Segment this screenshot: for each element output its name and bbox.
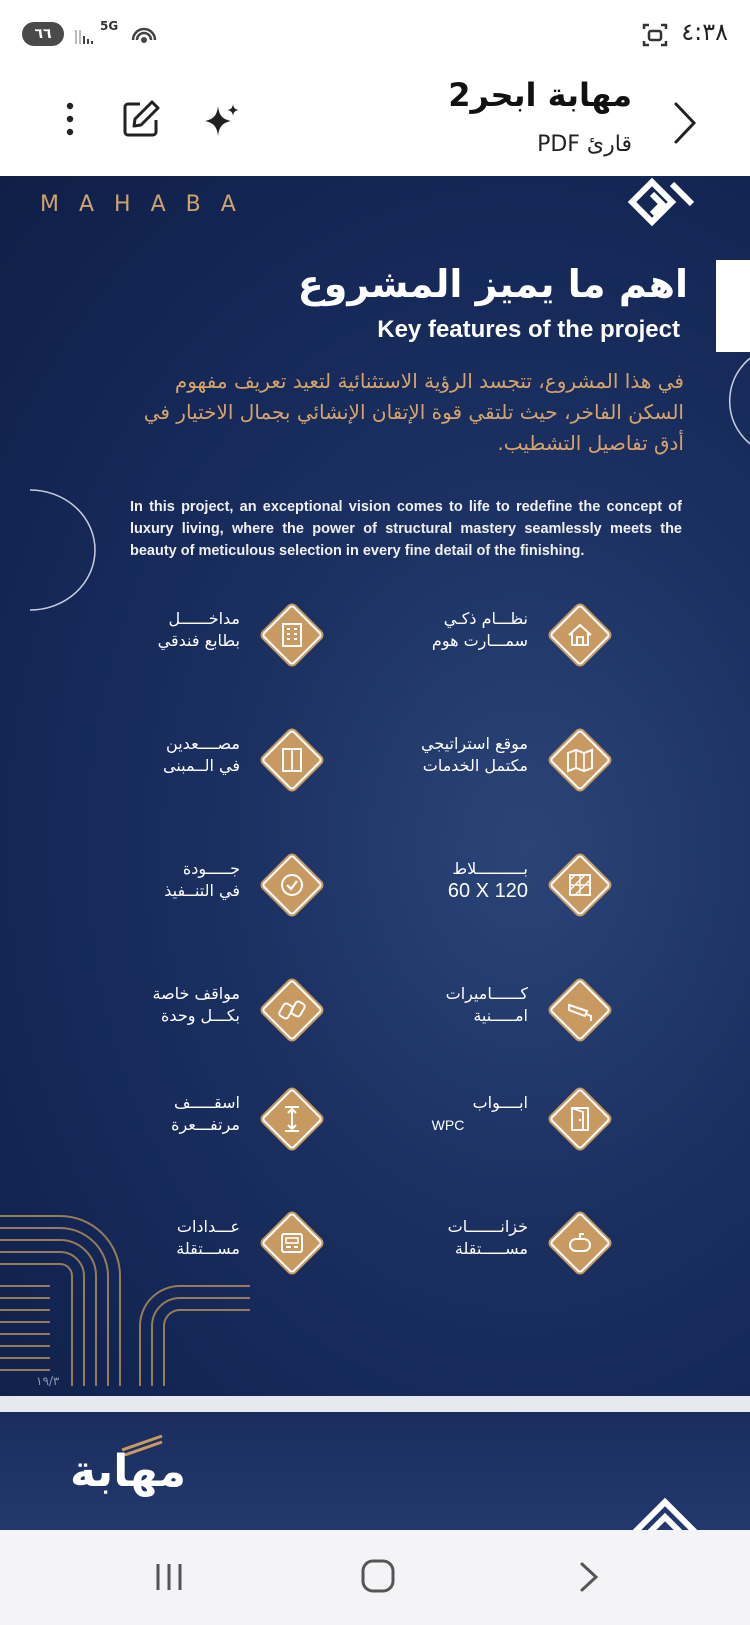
hotel-building-icon: [262, 605, 322, 665]
feature-item: [72, 850, 322, 920]
system-nav-bar: [0, 1530, 750, 1625]
feature-item: [72, 725, 322, 795]
elevator-icon: [262, 730, 322, 790]
feature-line2: 60 X 120: [447, 880, 528, 902]
features-heading-arabic: اهم ما يميز المشروع: [297, 262, 688, 306]
feature-item: [72, 1084, 322, 1154]
feature-line2: امـــــنية: [473, 1006, 528, 1025]
home-icon[interactable]: [360, 1558, 396, 1594]
feature-line2: في الــمبنى: [162, 756, 240, 775]
feature-item: [360, 725, 610, 795]
app-bar: [0, 70, 750, 176]
feature-line1: كــــــاميرات: [445, 984, 528, 1003]
recent-apps-icon[interactable]: [152, 1560, 186, 1594]
feature-item: [360, 1084, 610, 1154]
decorative-gold-lines: [0, 1206, 250, 1386]
status-bar: [0, 0, 750, 70]
feature-line1: مصــــعدين: [166, 734, 240, 753]
mahaba-logo: مهابة: [70, 1446, 187, 1497]
ceiling-height-icon: [262, 1089, 322, 1149]
feature-line2: في التنــفيذ: [164, 881, 240, 900]
next-pdf-page-preview[interactable]: [0, 1412, 750, 1530]
feature-line2: مســـــتقلة: [454, 1239, 528, 1258]
sparkle-ai-icon[interactable]: [200, 100, 242, 142]
decorative-arc: [680, 346, 750, 456]
feature-line2: بكـــل وحدة: [161, 1006, 240, 1025]
hotspot-icon: [130, 22, 158, 50]
feature-item: [360, 600, 610, 670]
pdf-page[interactable]: [0, 176, 750, 1396]
feature-line1: مواقف خاصة: [152, 984, 240, 1003]
feature-line2: WPC: [431, 1117, 465, 1133]
network-type-badge: 5G: [100, 19, 119, 33]
back-chevron-icon[interactable]: [670, 100, 700, 146]
feature-line1: ابــــواب: [472, 1093, 528, 1112]
tiles-icon: [550, 855, 610, 915]
feature-item: [72, 600, 322, 670]
feature-line1: عـــدادات: [176, 1217, 240, 1236]
location-map-icon: [550, 730, 610, 790]
document-subtitle: قارئ PDF: [537, 132, 632, 157]
features-heading-english: Key features of the project: [377, 316, 680, 343]
developer-logo-icon: [622, 176, 702, 232]
feature-item: [72, 975, 322, 1045]
back-icon[interactable]: [574, 1560, 604, 1594]
decorative-arc: [0, 486, 120, 616]
feature-item: [360, 850, 610, 920]
page-number: ١٩/٣: [36, 1374, 60, 1388]
battery-indicator: ٦٦: [22, 22, 64, 46]
feature-line1: خزانـــــــات: [447, 1217, 528, 1236]
feature-line1: موقع استراتيجي: [421, 734, 528, 753]
feature-line2: مرتفـــعرة: [171, 1115, 240, 1134]
parking-icon: [262, 980, 322, 1040]
feature-line2: سمـــارت هوم: [431, 631, 528, 650]
screen-record-icon: [640, 20, 670, 50]
signal-strength-icon: [74, 22, 98, 46]
brand-wordmark: MAHABA: [40, 192, 256, 217]
page-separator: [0, 1396, 750, 1412]
feature-line2: بطابع فندقي: [157, 631, 240, 650]
edit-icon[interactable]: [120, 98, 162, 140]
clock: ٤:٣٨: [681, 18, 728, 46]
feature-line1: اسقـــــف: [174, 1093, 240, 1112]
document-title: مهابة ابحر2: [448, 76, 632, 114]
water-tank-icon: [550, 1213, 610, 1273]
intro-paragraph-arabic: في هذا المشروع، تتجسد الرؤية الاستثنائية لتعيد تعريف مفهوم السكن الفاخر، حيث تلتقي قوة الإتقان الإنشائي بجمال الاختيار في أدق تفاصيل التشطيب.: [143, 369, 684, 455]
feature-line1: بــــــــــلاط: [452, 859, 528, 878]
security-camera-icon: [550, 980, 610, 1040]
feature-line1: جـــــودة: [182, 859, 240, 878]
feature-line1: مداخــــــل: [168, 609, 240, 628]
page-side-tab: [716, 260, 750, 352]
feature-line2: مكتمل الخدمات: [422, 756, 528, 775]
feature-item: [360, 975, 610, 1045]
feature-line1: نظـــام ذكـي: [443, 609, 528, 628]
feature-item: [360, 1208, 610, 1278]
feature-line2: مســـتقلة: [176, 1239, 240, 1258]
developer-logo-icon: [630, 1482, 700, 1530]
meter-icon: [262, 1213, 322, 1273]
quality-badge-icon: [262, 855, 322, 915]
smart-home-icon: [550, 605, 610, 665]
intro-paragraph-english: In this project, an exceptional vision comes to life to redefine the concept of luxury living, where the power of structural mastery seamlessly meets the beauty of meticulous selection in every fine detail of the finishing.: [130, 499, 682, 559]
door-icon: [550, 1089, 610, 1149]
more-options-icon[interactable]: [60, 98, 80, 140]
